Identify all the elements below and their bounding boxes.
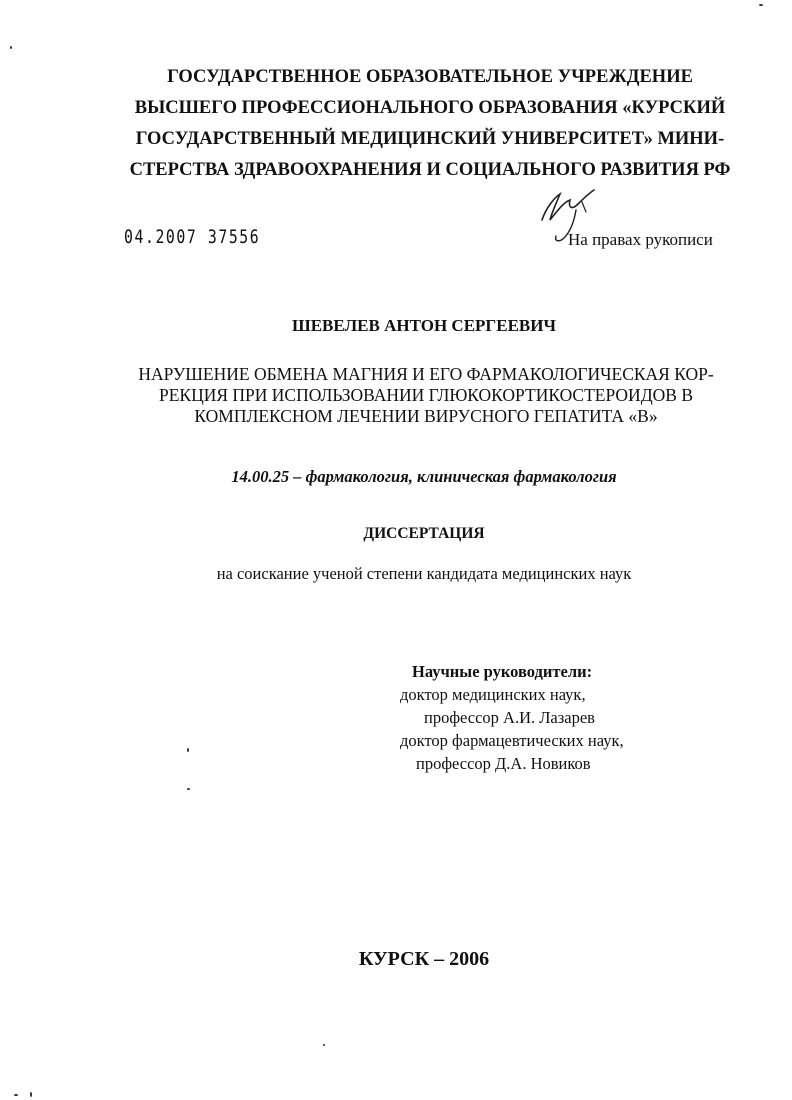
scan-speck: [187, 788, 190, 790]
scan-speck: [759, 4, 763, 6]
institution-line: ГОСУДАРСТВЕННОЕ ОБРАЗОВАТЕЛЬНОЕ УЧРЕЖДЕНИЕ: [167, 67, 693, 87]
dissertation-title: [96, 364, 756, 427]
supervisors-heading: Научные руководители:: [412, 662, 593, 681]
institution-line: СТЕРСТВА ЗДРАВООХРАНЕНИЯ И СОЦИАЛЬНОГО РАЗВИТИЯ РФ: [129, 160, 731, 180]
institution-line: ГОСУДАРСТВЕННЫЙ МЕДИЦИНСКИЙ УНИВЕРСИТЕТ» МИНИ-: [135, 129, 725, 149]
scan-speck: [10, 46, 12, 49]
city-year: КУРСК – 2006: [358, 948, 490, 970]
scan-speck: [30, 1092, 32, 1097]
supervisor-line: доктор медицинских наук,: [400, 685, 586, 704]
institution-header: [100, 62, 760, 186]
specialty-code: 14.00.25 – фармакология, клиническая фармакология: [231, 467, 617, 486]
institution-line: ВЫСШЕГО ПРОФЕССИОНАЛЬНОГО ОБРАЗОВАНИЯ «КУРСКИЙ: [134, 98, 726, 118]
supervisor-line: доктор фармацевтических наук,: [400, 731, 624, 750]
registration-code: 04.2007 37556: [124, 226, 261, 248]
supervisors-block: [400, 660, 624, 775]
title-line: НАРУШЕНИЕ ОБМЕНА МАГНИЯ И ЕГО ФАРМАКОЛОГИЧЕСКАЯ КОР-: [138, 364, 714, 384]
document-type: ДИССЕРТАЦИЯ: [363, 525, 485, 542]
degree-statement: на соискание ученой степени кандидата медицинских наук: [216, 564, 632, 583]
scan-speck: [14, 1094, 18, 1096]
title-line: КОМПЛЕКСНОМ ЛЕЧЕНИИ ВИРУСНОГО ГЕПАТИТА «В»: [194, 406, 658, 426]
scan-speck: [323, 1044, 325, 1046]
title-line: РЕКЦИЯ ПРИ ИСПОЛЬЗОВАНИИ ГЛЮКОКОРТИКОСТЕРОИДОВ В: [158, 385, 693, 405]
supervisor-line: профессор Д.А. Новиков: [416, 754, 591, 773]
rights-note: На правах рукописи: [568, 230, 713, 249]
supervisor-line: профессор А.И. Лазарев: [424, 708, 595, 727]
scan-speck: [187, 748, 189, 752]
author-name: ШЕВЕЛЕВ АНТОН СЕРГЕЕВИЧ: [292, 316, 556, 335]
